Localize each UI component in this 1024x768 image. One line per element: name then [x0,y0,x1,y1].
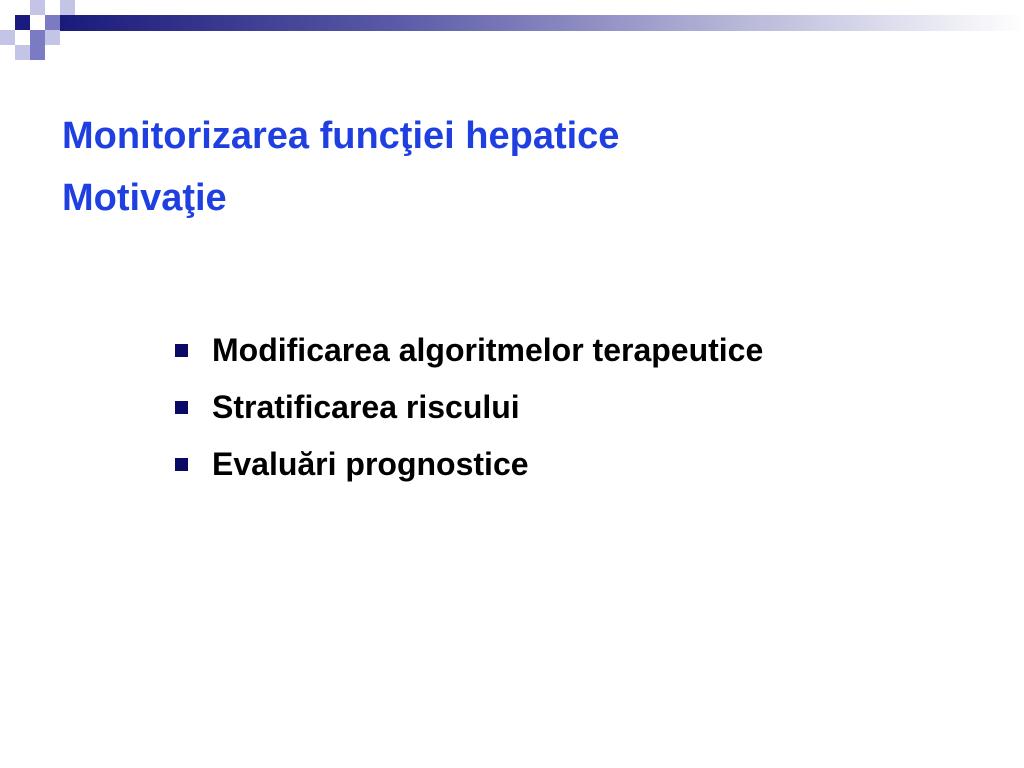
slide-title [62,105,619,229]
square-bullet-icon [175,344,188,357]
slide-title-line-2: Motivaţie [62,177,227,219]
slide-title-line-1: Monitorizarea funcţiei hepatice [62,115,620,157]
bullet-list [175,322,763,493]
list-item [175,322,763,379]
decor-square-icon [60,0,75,15]
decor-square-icon [15,15,30,30]
bullet-text: Stratificarea riscului [212,389,520,425]
decor-square-icon [30,30,45,45]
decor-square-icon [30,0,45,15]
list-item [175,436,763,493]
square-bullet-icon [175,458,188,471]
header-gradient-band [60,15,1024,31]
decor-square-icon [45,15,60,30]
square-bullet-icon [175,401,188,414]
decor-square-icon [15,45,30,60]
decor-square-icon [30,45,45,60]
bullet-text: Evaluări prognostice [212,446,529,482]
decor-square-icon [45,30,60,45]
list-item [175,379,763,436]
bullet-text: Modificarea algoritmelor terapeutice [212,332,764,368]
decor-square-icon [0,30,15,45]
